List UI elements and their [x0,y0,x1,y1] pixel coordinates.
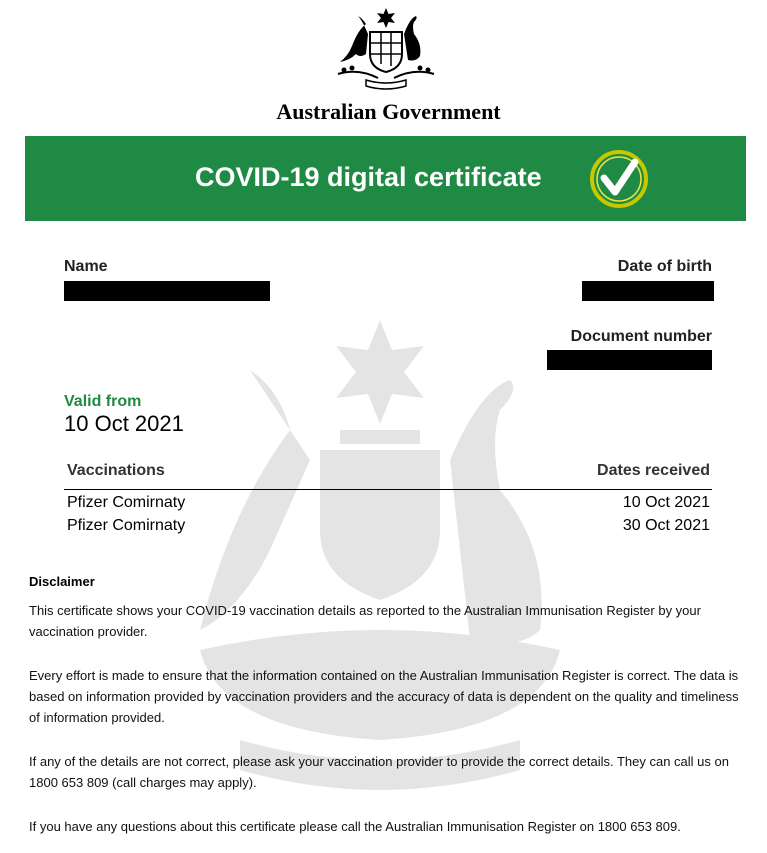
check-circle-icon [588,148,650,210]
vaccine-name: Pfizer Comirnaty [67,517,186,534]
disclaimer-paragraph: This certificate shows your COVID-19 vaccination details as reported to the Australian Immunisation Register by your vaccination provider. [29,603,701,639]
vaccine-date: 10 Oct 2021 [622,494,710,511]
document-number-redacted [547,350,712,370]
disclaimer-title: Disclaimer [29,574,95,589]
dob-label: Date of birth [617,258,712,275]
disclaimer-paragraph: If you have any questions about this certificate please call the Australian Immunisation Register on 1800 653 809. [29,819,681,834]
dates-received-header: Dates received [597,462,710,479]
name-label: Name [64,258,108,275]
document-number-label: Document number [570,328,712,345]
table-divider [64,489,712,490]
valid-from-label: Valid from [64,393,142,410]
disclaimer-paragraph: Every effort is made to ensure that the information contained on the Australian Immunisation Register is correct. The data is based on information provided by vaccination providers and the accuracy of data is dependent on the quality and timeliness of information provided. [29,668,739,725]
valid-from-date: 10 Oct 2021 [64,411,184,436]
vaccine-date: 30 Oct 2021 [622,517,710,534]
australian-coat-of-arms-icon [324,4,448,96]
disclaimer-paragraph: If any of the details are not correct, please ask your vaccination provider to provide the correct details. They can call us on 1800 653 809 (call charges may apply). [29,754,729,790]
government-name: Australian Government [276,99,501,124]
dob-redacted [582,281,714,301]
vaccine-name: Pfizer Comirnaty [67,494,186,511]
name-redacted [64,281,270,301]
certificate-title: COVID-19 digital certificate [195,162,542,192]
vaccinations-header: Vaccinations [67,462,165,479]
certificate-banner [25,136,746,221]
